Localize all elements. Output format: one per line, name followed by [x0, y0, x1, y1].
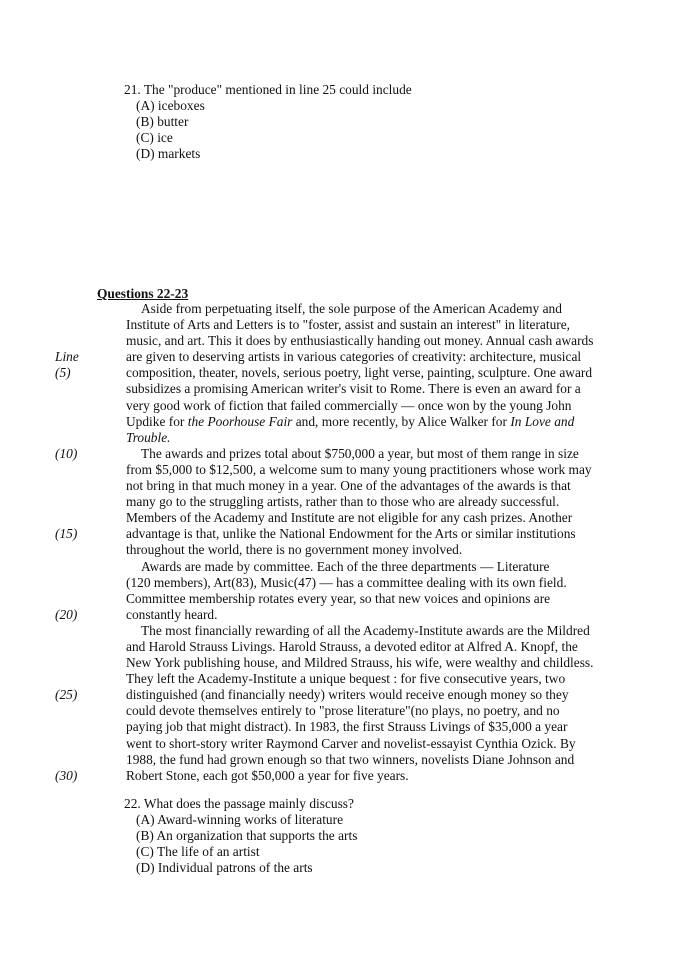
- passage-line: [55, 381, 655, 397]
- passage-line-text: [126, 671, 565, 687]
- passage-line: [55, 736, 655, 752]
- question-21-stem: 21. The "produce" mentioned in line 25 could include: [124, 82, 412, 97]
- passage-line: [55, 575, 655, 591]
- passage-line: [55, 333, 655, 349]
- passage-line-text: [126, 317, 570, 333]
- passage-line-text: [126, 430, 171, 446]
- passage-line: [55, 687, 655, 703]
- line-number-marker: (20): [55, 606, 78, 622]
- passage-line: [55, 623, 655, 639]
- passage-line-text: [126, 736, 576, 752]
- passage-line-text: [126, 381, 581, 397]
- question-22-option-a: (A) Award-winning works of literature: [136, 812, 344, 827]
- passage-line: [55, 478, 655, 494]
- question-22-option-d: (D) Individual patrons of the arts: [136, 860, 313, 875]
- passage-line: [55, 591, 655, 607]
- passage-line: [55, 398, 655, 414]
- text-run: distinguished (and financially needy) writers would receive enough money so they: [126, 687, 569, 703]
- passage-line-text: [126, 494, 559, 510]
- passage-line: [55, 494, 655, 510]
- passage-line-text: [126, 526, 576, 542]
- passage-line: [55, 349, 655, 365]
- text-run: Members of the Academy and Institute are not eligible for any cash prizes. Another: [126, 510, 573, 526]
- text-run: Updike for: [126, 413, 188, 429]
- text-run: Institute of Arts and Letters is to "foster, assist and sustain an interest" in literature,: [126, 317, 571, 333]
- passage-line-text: [126, 768, 409, 784]
- text-run: went to short-story writer Raymond Carver and novelist-essayist Cynthia Ozick. By: [126, 735, 576, 751]
- text-run: They left the Academy-Institute a unique bequest : for five consecutive years, two: [126, 671, 566, 687]
- passage-line-text: [141, 559, 550, 575]
- passage-line: [55, 365, 655, 381]
- line-number-marker: (5): [55, 365, 71, 381]
- passage-line: [55, 639, 655, 655]
- text-run: many go to the struggling artists, rather than to those who are already successful.: [126, 494, 560, 510]
- passage-line: [55, 607, 655, 623]
- question-22-option-b: (B) An organization that supports the arts: [136, 828, 358, 843]
- passage-line-text: [126, 462, 592, 478]
- text-run: could devote themselves entirely to "prose literature"(no plays, no poetry, and no: [126, 703, 560, 719]
- italic-title: Trouble.: [126, 429, 171, 445]
- line-number-marker: (15): [55, 526, 78, 542]
- passage-line: [55, 671, 655, 687]
- text-run: subsidizes a promising American writer's visit to Rome. There is even an award for a: [126, 381, 581, 397]
- passage-line-text: [141, 623, 590, 639]
- question-21-option-a: (A) iceboxes: [136, 98, 205, 113]
- passage-line-text: [126, 542, 462, 558]
- text-run: composition, theater, novels, serious poetry, light verse, painting, sculpture. One award: [126, 365, 593, 381]
- passage-line: [55, 526, 655, 542]
- passage-line: [55, 752, 655, 768]
- passage-line: [55, 703, 655, 719]
- passage-line-text: [126, 655, 594, 671]
- text-run: The most financially rewarding of all the Academy-Institute awards are the Mildred: [141, 622, 590, 638]
- text-run: New York publishing house, and Mildred Strauss, his wife, were wealthy and childless.: [126, 655, 594, 671]
- passage-line-text: [126, 719, 567, 735]
- passage-line-text: [126, 478, 571, 494]
- passage-line-text: [126, 349, 581, 365]
- text-run: not bring in that much money in a year. One of the advantages of the awards is that: [126, 478, 571, 494]
- question-21-option-b: (B) butter: [136, 114, 189, 129]
- line-number-marker: (10): [55, 445, 78, 461]
- passage-line-text: [126, 398, 572, 414]
- passage-line-text: [141, 446, 579, 462]
- text-run: The awards and prizes total about $750,000 a year, but most of them range in size: [141, 445, 579, 461]
- passage-line: [55, 446, 655, 462]
- passage-line-text: [126, 510, 572, 526]
- passage-line: [55, 317, 655, 333]
- text-run: from $5,000 to $12,500, a welcome sum to many young practitioners whose work may: [126, 461, 592, 477]
- text-run: Committee membership rotates every year, so that new voices and opinions are: [126, 590, 551, 606]
- passage-line-text: [126, 639, 578, 655]
- text-run: Robert Stone, each got $50,000 a year for five years.: [126, 767, 409, 783]
- passage-line-text: [126, 752, 574, 768]
- passage-line: [55, 430, 655, 446]
- text-run: and Harold Strauss Livings. Harold Strauss, a devoted editor at Alfred A. Knopf, the: [126, 638, 578, 654]
- section-heading: Questions 22-23: [97, 286, 189, 301]
- passage-line: [55, 655, 655, 671]
- text-run: (120 members), Art(83), Music(47) — has a committee dealing with its own field.: [126, 574, 567, 590]
- text-run: paying job that might distract). In 1983, the first Strauss Livings of $35,000 a year: [126, 719, 568, 735]
- passage-line-text: [126, 607, 217, 623]
- line-number-marker: Line: [55, 349, 79, 365]
- question-21-option-c: (C) ice: [136, 130, 173, 145]
- passage-line-text: [126, 575, 567, 591]
- passage-line-text: [126, 591, 550, 607]
- passage-line: [55, 414, 655, 430]
- text-run: 1988, the fund had grown enough so that two winners, novelists Diane Johnson and: [126, 751, 575, 767]
- question-22-stem: 22. What does the passage mainly discuss?: [124, 796, 354, 811]
- passage-line-text: [126, 365, 592, 381]
- passage-line: [55, 768, 655, 784]
- italic-title: In Love and: [510, 413, 575, 429]
- text-run: advantage is that, unlike the National Endowment for the Arts or similar institutions: [126, 526, 576, 542]
- passage-line: [55, 719, 655, 735]
- passage-line: [55, 542, 655, 558]
- passage-line: [55, 559, 655, 575]
- passage-line: [55, 510, 655, 526]
- question-22-option-c: (C) The life of an artist: [136, 844, 260, 859]
- question-21: [124, 82, 412, 162]
- italic-title: the Poorhouse Fair: [187, 413, 293, 429]
- passage-line-text: [126, 703, 560, 719]
- text-run: very good work of fiction that failed commercially — once won by the young John: [126, 397, 572, 413]
- question-22: [124, 796, 357, 876]
- text-run: constantly heard.: [126, 606, 218, 622]
- passage-line-text: [141, 301, 562, 317]
- passage-line: [55, 301, 655, 317]
- text-run: music, and art. This it does by enthusiastically handing out money. Annual cash awards: [126, 333, 594, 349]
- text-run: throughout the world, there is no government money involved.: [126, 542, 463, 558]
- question-21-option-d: (D) markets: [136, 146, 201, 161]
- line-number-marker: (30): [55, 767, 78, 783]
- passage-line-text: [126, 333, 593, 349]
- text-run: and, more recently, by Alice Walker for: [292, 413, 511, 429]
- passage-line: [55, 462, 655, 478]
- text-run: are given to deserving artists in various categories of creativity: architecture, musical: [126, 349, 582, 365]
- passage-line-text: [126, 687, 569, 703]
- line-number-marker: (25): [55, 687, 78, 703]
- text-run: Awards are made by committee. Each of the three departments — Literature: [141, 558, 550, 574]
- reading-passage: [55, 301, 655, 784]
- passage-line-text: [126, 414, 574, 430]
- text-run: Aside from perpetuating itself, the sole purpose of the American Academy and: [141, 301, 562, 316]
